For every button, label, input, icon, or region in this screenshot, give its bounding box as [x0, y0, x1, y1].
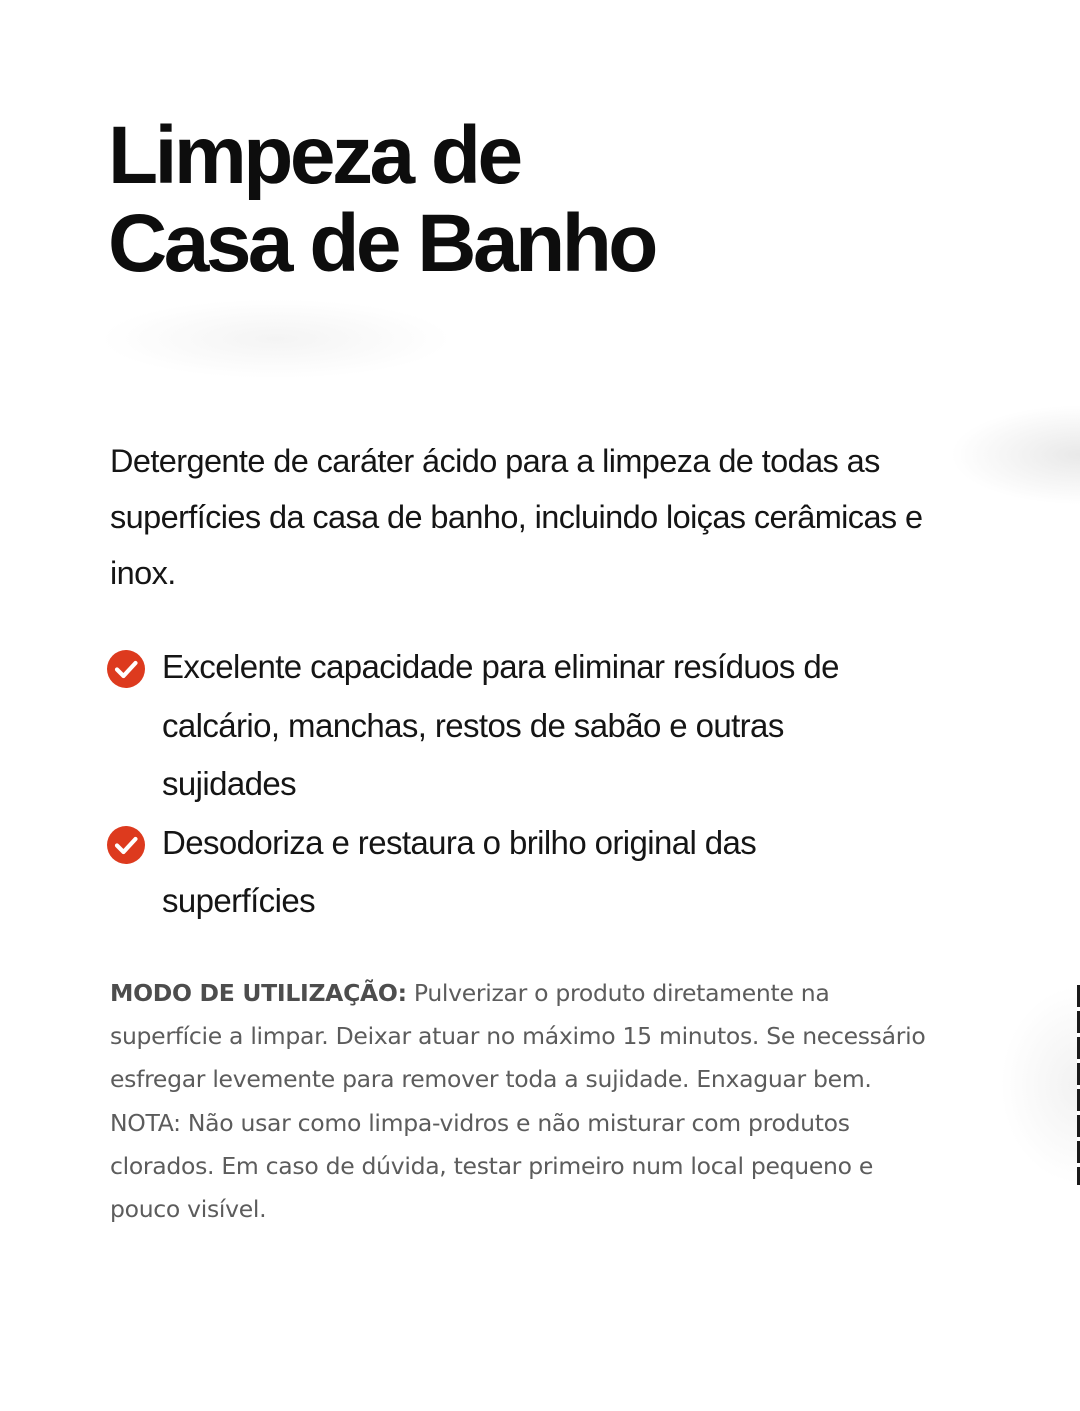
title-line-2: Casa de Banho	[108, 198, 655, 289]
page-title	[108, 112, 655, 288]
usage-instructions	[110, 972, 940, 1231]
check-circle-icon	[106, 649, 146, 689]
check-circle-icon	[106, 825, 146, 865]
benefit-item	[106, 638, 866, 814]
benefit-text: Excelente capacidade para eliminar resíduos de calcário, manchas, restos de sabão e outras sujidades	[162, 648, 839, 802]
product-description: Detergente de caráter ácido para a limpeza de todas as superfícies da casa de banho, incluindo loiças cerâmicas e inox.	[110, 443, 923, 591]
title-line-1: Limpeza de	[108, 110, 520, 201]
benefit-item	[106, 814, 866, 931]
faded-subtitle-shadow	[104, 300, 448, 378]
usage-label: MODO DE UTILIZAÇÃO:	[110, 979, 407, 1007]
benefit-text: Desodoriza e restaura o brilho original das superfícies	[162, 823, 757, 919]
usage-text: Pulverizar o produto diretamente na superfície a limpar. Deixar atuar no máximo 15 minutos. Se necessário esfregar levemente para remover toda a sujidade. Enxaguar bem. NOTA: Não usar como limpa-vidros e não misturar com produtos clorados. Em caso de dúvida, testar primeiro num local pequeno e pouco visível.	[110, 979, 926, 1224]
benefits-list	[106, 638, 866, 931]
edge-shadow-lower	[1000, 985, 1080, 1185]
